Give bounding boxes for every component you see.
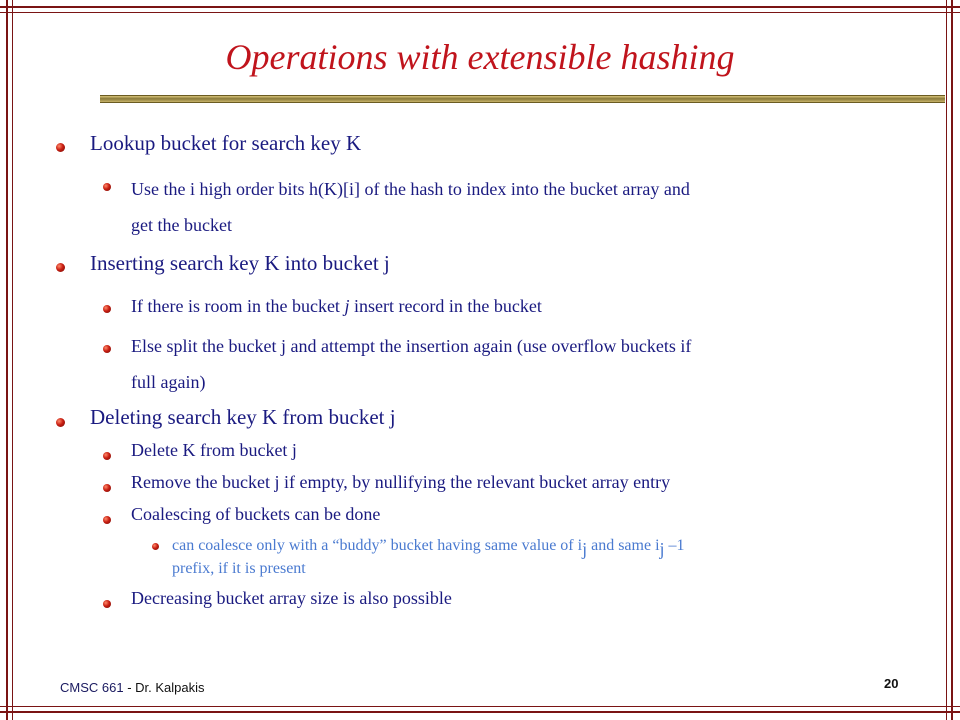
footer-author: - Dr. Kalpakis <box>127 680 205 695</box>
bullet-insert-split-line2: full again) <box>131 372 206 392</box>
frame-border-top <box>0 6 960 8</box>
bullet-delete: Deleting search key K from bucket j <box>90 405 396 429</box>
bullet-lookup-detail-line2: get the bucket <box>131 215 232 235</box>
page-number: 20 <box>884 676 899 691</box>
bullet-insert-room-post: insert record in the bucket <box>349 296 542 316</box>
bullet-buddy <box>172 536 892 578</box>
bullet-icon <box>103 484 111 492</box>
bullet-insert-room <box>131 288 542 324</box>
footer-course <box>60 680 205 695</box>
bullet-icon <box>103 305 111 313</box>
footer-course-code: CMSC 661 <box>60 680 124 695</box>
bullet-insert: Inserting search key K into bucket j <box>90 251 390 275</box>
frame-border-bottom-inner <box>0 706 960 707</box>
bullet-lookup-detail-line1: Use the i high order bits h(K)[i] of the hash to index into the bucket array and <box>131 179 690 199</box>
bullet-insert-room-pre: If there is room in the bucket <box>131 296 345 316</box>
bullet-buddy-line2: prefix, if it is present <box>172 560 306 577</box>
bullet-decrease: Decreasing bucket array size is also possible <box>131 588 452 608</box>
frame-border-right-inner <box>946 0 947 720</box>
bullet-icon <box>103 452 111 460</box>
bullet-icon <box>103 183 111 191</box>
bullet-insert-split <box>131 328 921 400</box>
bullet-lookup-detail <box>131 171 901 243</box>
bullet-buddy-sub-j2: j <box>659 539 665 559</box>
bullet-buddy-mid: and same i <box>587 537 660 554</box>
frame-border-left-inner <box>12 0 13 720</box>
bullet-icon <box>103 516 111 524</box>
slide-title: Operations with extensible hashing <box>225 37 735 77</box>
bullet-icon <box>56 418 65 427</box>
bullet-lookup: Lookup bucket for search key K <box>90 131 362 155</box>
bullet-insert-room-j: j <box>344 296 350 316</box>
bullet-delete-key: Delete K from bucket j <box>131 440 297 460</box>
bullet-icon <box>56 263 65 272</box>
bullet-insert-split-line1: Else split the bucket j and attempt the insertion again (use overflow buckets if <box>131 336 692 356</box>
bullet-buddy-post: –1 <box>664 537 685 554</box>
bullet-buddy-pre: can coalesce only with a “buddy” bucket having same value of i <box>172 537 583 554</box>
bullet-icon <box>56 143 65 152</box>
bullet-delete-remove: Remove the bucket j if empty, by nullifying the relevant bucket array entry <box>131 472 671 492</box>
bullet-icon <box>103 600 111 608</box>
frame-border-left <box>6 0 8 720</box>
bullet-icon <box>152 543 159 550</box>
title-underline <box>100 95 945 103</box>
frame-border-bottom <box>0 711 960 713</box>
bullet-buddy-sub-j: j <box>582 539 588 559</box>
bullet-delete-coalesce: Coalescing of buckets can be done <box>131 504 381 524</box>
frame-border-right <box>951 0 953 720</box>
bullet-icon <box>103 345 111 353</box>
frame-border-top-inner <box>0 12 960 13</box>
